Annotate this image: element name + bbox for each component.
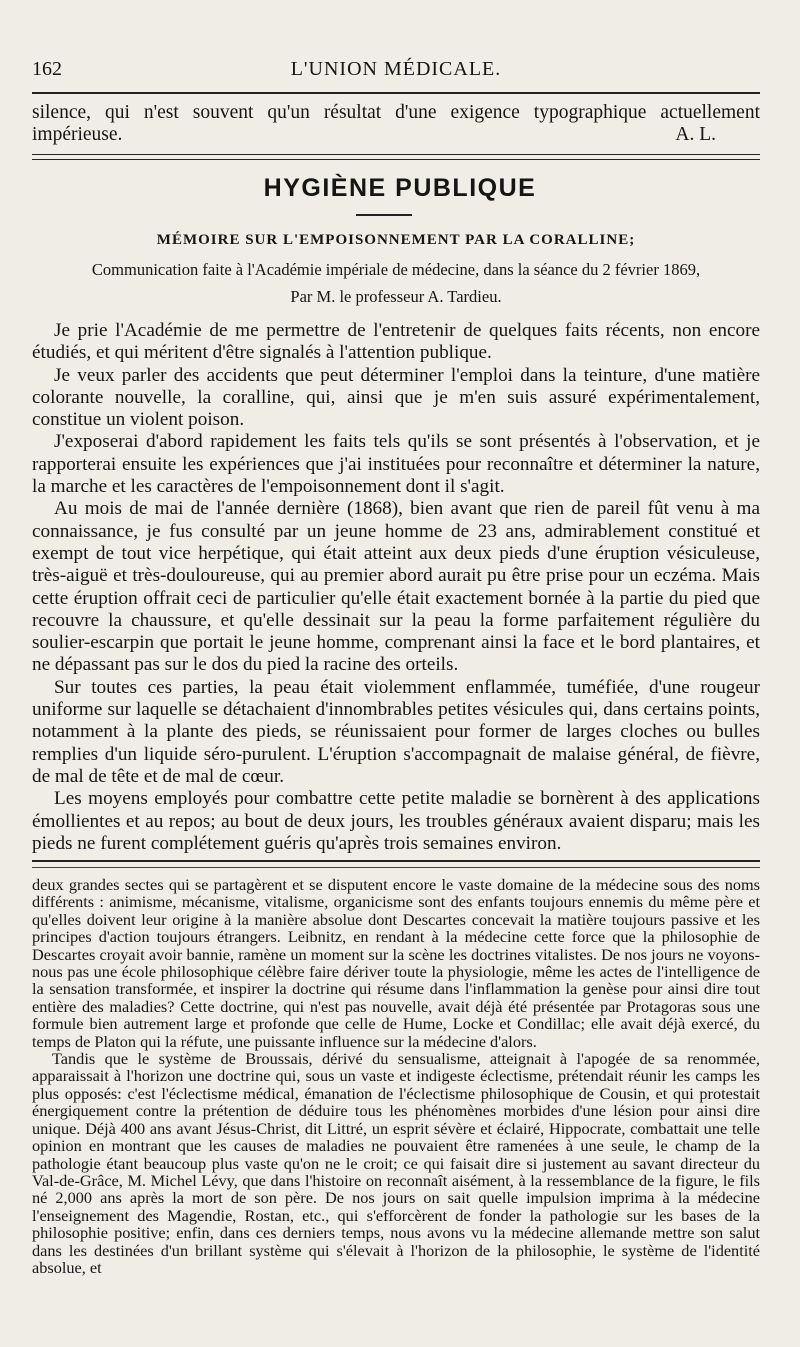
author-line: Par M. le professeur A. Tardieu. xyxy=(290,287,502,306)
page-number: 162 xyxy=(32,58,62,80)
communication-line: Communication faite à l'Académie impériale de médecine, dans la séance du 2 février 1869, xyxy=(91,260,701,279)
running-head xyxy=(32,58,760,88)
section-divider xyxy=(32,154,760,160)
carryover-signature: A. L. xyxy=(675,124,716,145)
carryover-text: silence, qui n'est souvent qu'un résultat d'une exigence typographique actuellement impérieuse. xyxy=(32,102,760,145)
journal-title: L'UNION MÉDICALE. xyxy=(290,58,502,80)
footnote-paragraph: Tandis que le système de Broussais, dérivé du sensualisme, atteignait à l'apogée de sa renommée, apparaissait à l'horizon une doctrine qui, sous un vaste et indigeste éclectisme, prétendait réunir les camps les plus opposés: c'est l'éclectisme médical, émanation de l'éclectisme philosophique de Cousin, et qui protestait énergiquement contre la prétention de déduire tous les phénomènes morbides d'une lésion pour ainsi dire unique. Déjà 400 ans avant Jésus-Christ, dit Littré, un esprit sévère et éclairé, Hippocrate, combattait une telle opinion en montrant que les causes de maladies ne pouvaient être ramenées à une seule, le champ de la pathologie étant beaucoup plus vaste qu'on ne le croit; ce qui faisait dire si justement au savant directeur du Val-de-Grâce, M. Michel Lévy, que dans l'histoire on reconnaît aisément, à la ressemblance de la figure, le fils né 2,000 ans après la mort de son père. De nos jours on sait quelle impulsion imprima à la médecine l'enseignement des Magendie, Rostan, etc., qui s'efforcèrent de fonder la pathologie sur les bases de la philosophie positive; enfin, dans ces derniers temps, nous avons vu la médecine allemande mettre son salut dans les destinées d'un brillant système qui s'élevait à l'horizon de la philosophie, le système de l'identité absolue, et xyxy=(32,1049,760,1277)
title-underline xyxy=(356,214,412,216)
body-paragraph: J'exposerai d'abord rapidement les faits tels qu'ils se sont présentés à l'observation, et je rapporterai ensuite les expériences que j'ai instituées pour reconnaître et déterminer la nature, la marche et les caractères de l'empoisonnement dont il s'agit. xyxy=(32,431,760,498)
body-paragraph: Les moyens employés pour combattre cette petite maladie se bornèrent à des applications émollientes et au repos; au bout de deux jours, les troubles généraux avaient disparu; mais les pieds ne furent complétement guéris qu'après trois semaines environ. xyxy=(32,788,760,854)
section-title: HYGIÈNE PUBLIQUE xyxy=(263,174,537,202)
body-paragraph: Je prie l'Académie de me permettre de l'entretenir de quelques faits récents, non encore étudiés, et qui méritent d'être signalés à l'attention publique. xyxy=(32,320,760,364)
body-paragraph: Je veux parler des accidents que peut déterminer l'emploi dans la teinture, d'une matière colorante nouvelle, la coralline, qui, ainsi que je m'en suis assuré expérimentalement, constitue un violent poison. xyxy=(32,364,760,431)
footnote-rule xyxy=(32,860,760,868)
footnote-feuilleton xyxy=(32,876,760,1276)
carryover-paragraph xyxy=(32,102,760,146)
memoire-heading: MÉMOIRE SUR L'EMPOISONNEMENT PAR LA CORALLINE; xyxy=(156,232,636,248)
header-rule xyxy=(32,92,760,94)
body-paragraph: Au mois de mai de l'année dernière (1868), bien avant que rien de pareil fût venu à ma connaissance, je fus consulté par un jeune homme de 23 ans, admirablement constitué et exempt de tout vice herpétique, qui était atteint aux deux pieds d'une éruption vésiculeuse, très-aiguë et très-douloureuse, qui au premier abord aurait pu être prise pour un eczéma. Mais cette éruption offrait ceci de particulier qu'elle était exactement bornée à la partie du pied que recouvre la chaussure, et qu'elle dessinait sur la peau la forme parfaitement régulière du soulier-escarpin que portait le jeune homme, comprenant ainsi la face et le bord plantaires, et ne dépassant pas sur le dos du pied la racine des orteils. xyxy=(32,498,760,676)
footnote-paragraph: deux grandes sectes qui se partagèrent et se disputent encore le vaste domaine de la médecine sous des noms différents : animisme, mécanisme, vitalisme, organicisme sont des enfants toujours ennemis du même père et qu'elles doivent leur origine à la manière absolue dont Descartes concevait la matière toujours passive et les principes d'action toujours étrangers. Leibnitz, en rendant à la médecine cette force que la philosophie de Descartes croyait avoir bannie, ramène un moment sur la scène les doctrines vitalistes. De nos jours ne voyons-nous pas une école philosophique célèbre faire dériver toute la physiologie, même les actes de l'intelligence de la sensation transformée, et inspirer la doctrine qui résume dans l'inflammation la genèse pour ainsi dire tout entière des maladies? Cette doctrine, qui n'est pas nouvelle, avait déjà été présentée par Protagoras sous une formule bien autrement large et profonde que celle de Hume, Locke et Condillac; elle avait déjà exercé, du temps de Platon qui la réfute, une puissante influence sur la médecine d'alors. xyxy=(32,875,760,1051)
body-paragraph: Sur toutes ces parties, la peau était violemment enflammée, tuméfiée, d'une rougeur uniforme sur laquelle se détachaient d'innombrables petites vésicules qui, dans certains points, notamment à la plante des pieds, se réunissaient pour former de larges cloches ou bulles remplies d'un liquide séro-purulent. L'éruption s'accompagnait de malaise général, de fièvre, de mal de tête et de mal de cœur. xyxy=(32,676,760,787)
article-body xyxy=(32,320,760,855)
